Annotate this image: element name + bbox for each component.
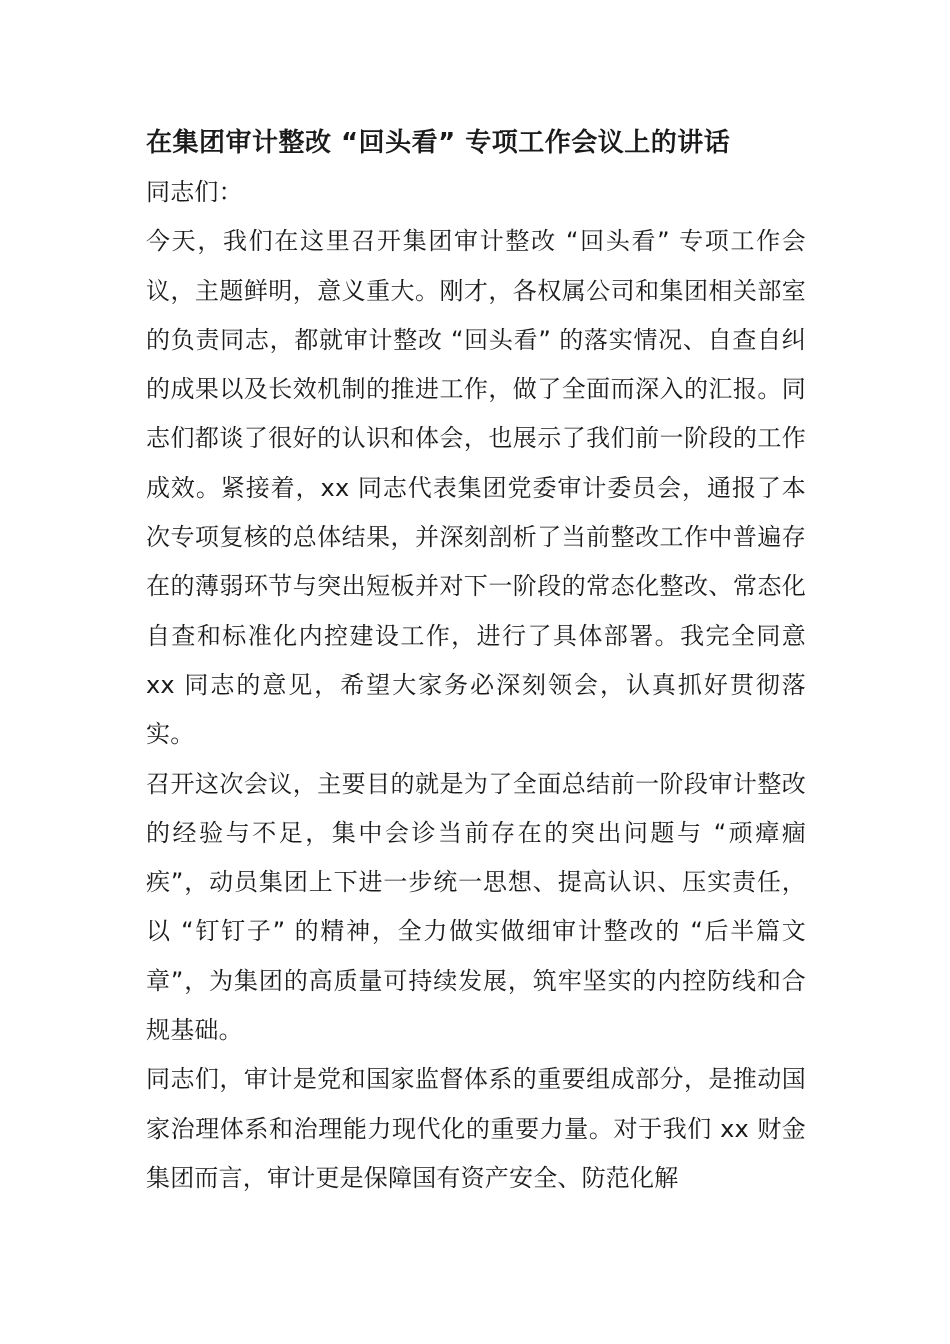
salutation: 同志们： bbox=[146, 178, 243, 206]
paragraph-2: 召开这次会议，主要目的就是为了全面总结前一阶段审计整改的经验与不足，集中会诊当前存在的突出问题与 “顽瘴痼疾”，动员集团上下进一步统一思想、提高认识、压实责任，以 “钉钉子” 的精神，全力做实做细审计整改的 “后半篇文章”，为集团的高质量可持续发展，筑牢坚实的内控防线和合规基础。 bbox=[146, 769, 806, 1045]
document-page bbox=[146, 118, 806, 1203]
paragraph-3: 同志们，审计是党和国家监督体系的重要组成部分，是推动国家治理体系和治理能力现代化的重要力量。对于我们 xx 财金集团而言，审计更是保障国有资产安全、防范化解 bbox=[146, 1065, 806, 1192]
document-title: 在集团审计整改 “回头看” 专项工作会议上的讲话 bbox=[146, 128, 731, 158]
paragraph-1: 今天，我们在这里召开集团审计整改 “回头看” 专项工作会议，主题鲜明，意义重大。刚才，各权属公司和集团相关部室的负责同志，都就审计整改 “回头看” 的落实情况、自查自纠的成果以及长效机制的推进工作，做了全面而深入的汇报。同志们都谈了很好的认识和体会，也展示了我们前一阶段的工作成效。紧接着，xx 同志代表集团党委审计委员会，通报了本次专项复核的总体结果，并深刻剖析了当前整改工作中普遍存在的薄弱环节与突出短板并对下一阶段的常态化整改、常态化自查和标准化内控建设工作，进行了具体部署。我完全同意 xx 同志的意见，希望大家务必深刻领会，认真抓好贯彻落实。 bbox=[146, 227, 806, 749]
